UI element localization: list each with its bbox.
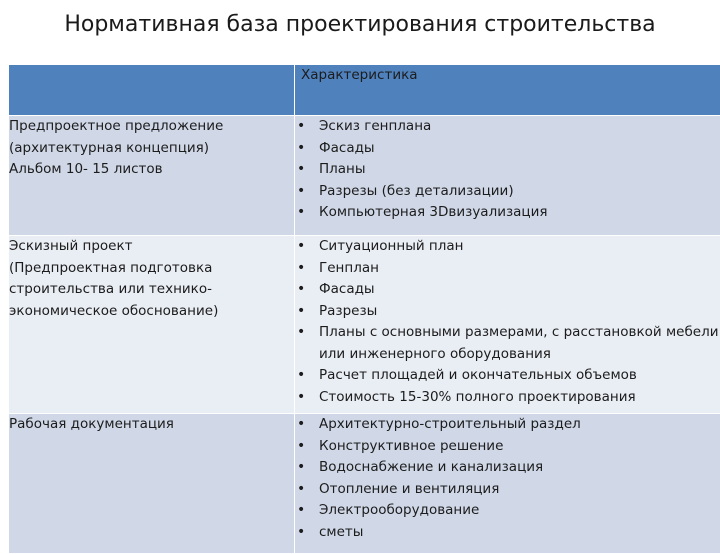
bullet-list — [295, 116, 720, 224]
stage-line: Рабочая документация — [9, 414, 294, 436]
list-item: • Разрезы — [295, 301, 720, 323]
page-title: Нормативная база проектирования строительства — [0, 12, 720, 37]
list-item: • Генплан — [295, 258, 720, 280]
stage-line: Эскизный проект — [9, 236, 294, 258]
characteristics-cell — [295, 236, 720, 414]
list-item: • Планы с основными размерами, с расстановкой мебели или инженерного оборудования — [295, 322, 720, 365]
list-item: • Расчет площадей и окончательных объемов — [295, 365, 720, 387]
list-item: • Конструктивное решение — [295, 436, 720, 458]
characteristics-cell — [295, 116, 720, 236]
list-item: • Электрооборудование — [295, 500, 720, 522]
table-header-row — [9, 65, 720, 116]
stage-cell — [9, 414, 295, 554]
list-item: • Ситуационный план — [295, 236, 720, 258]
stage-line: Альбом 10- 15 листов — [9, 159, 294, 181]
list-item: • сметы — [295, 522, 720, 544]
list-item: • Отопление и вентиляция — [295, 479, 720, 501]
list-item: • Архитектурно-строительный раздел — [295, 414, 720, 436]
stage-line: Предпроектное предложение — [9, 116, 294, 138]
characteristics-cell — [295, 414, 720, 554]
table-row — [9, 116, 720, 236]
list-item: • Водоснабжение и канализация — [295, 457, 720, 479]
list-item: • Фасады — [295, 279, 720, 301]
list-item: • Компьютерная 3Dвизуализация — [295, 202, 720, 224]
stage-line: экономическое обоснование) — [9, 301, 294, 323]
stage-line: (Предпроектная подготовка — [9, 258, 294, 280]
normative-table — [8, 64, 720, 554]
bullet-list — [295, 414, 720, 543]
list-item: • Разрезы (без детализации) — [295, 181, 720, 203]
table-row — [9, 414, 720, 554]
bullet-list — [295, 236, 720, 408]
stage-line: строительства или технико- — [9, 279, 294, 301]
table-row — [9, 236, 720, 414]
list-item: • Планы — [295, 159, 720, 181]
list-item: • Стоимость 15-30% полного проектирования — [295, 387, 720, 409]
stage-cell — [9, 236, 295, 414]
header-cell-empty — [9, 65, 295, 116]
list-item: • Фасады — [295, 138, 720, 160]
stage-line: (архитектурная концепция) — [9, 138, 294, 160]
list-item: • Эскиз генплана — [295, 116, 720, 138]
stage-cell — [9, 116, 295, 236]
header-label: Характеристика — [295, 65, 720, 103]
header-cell-characteristic — [295, 65, 720, 116]
